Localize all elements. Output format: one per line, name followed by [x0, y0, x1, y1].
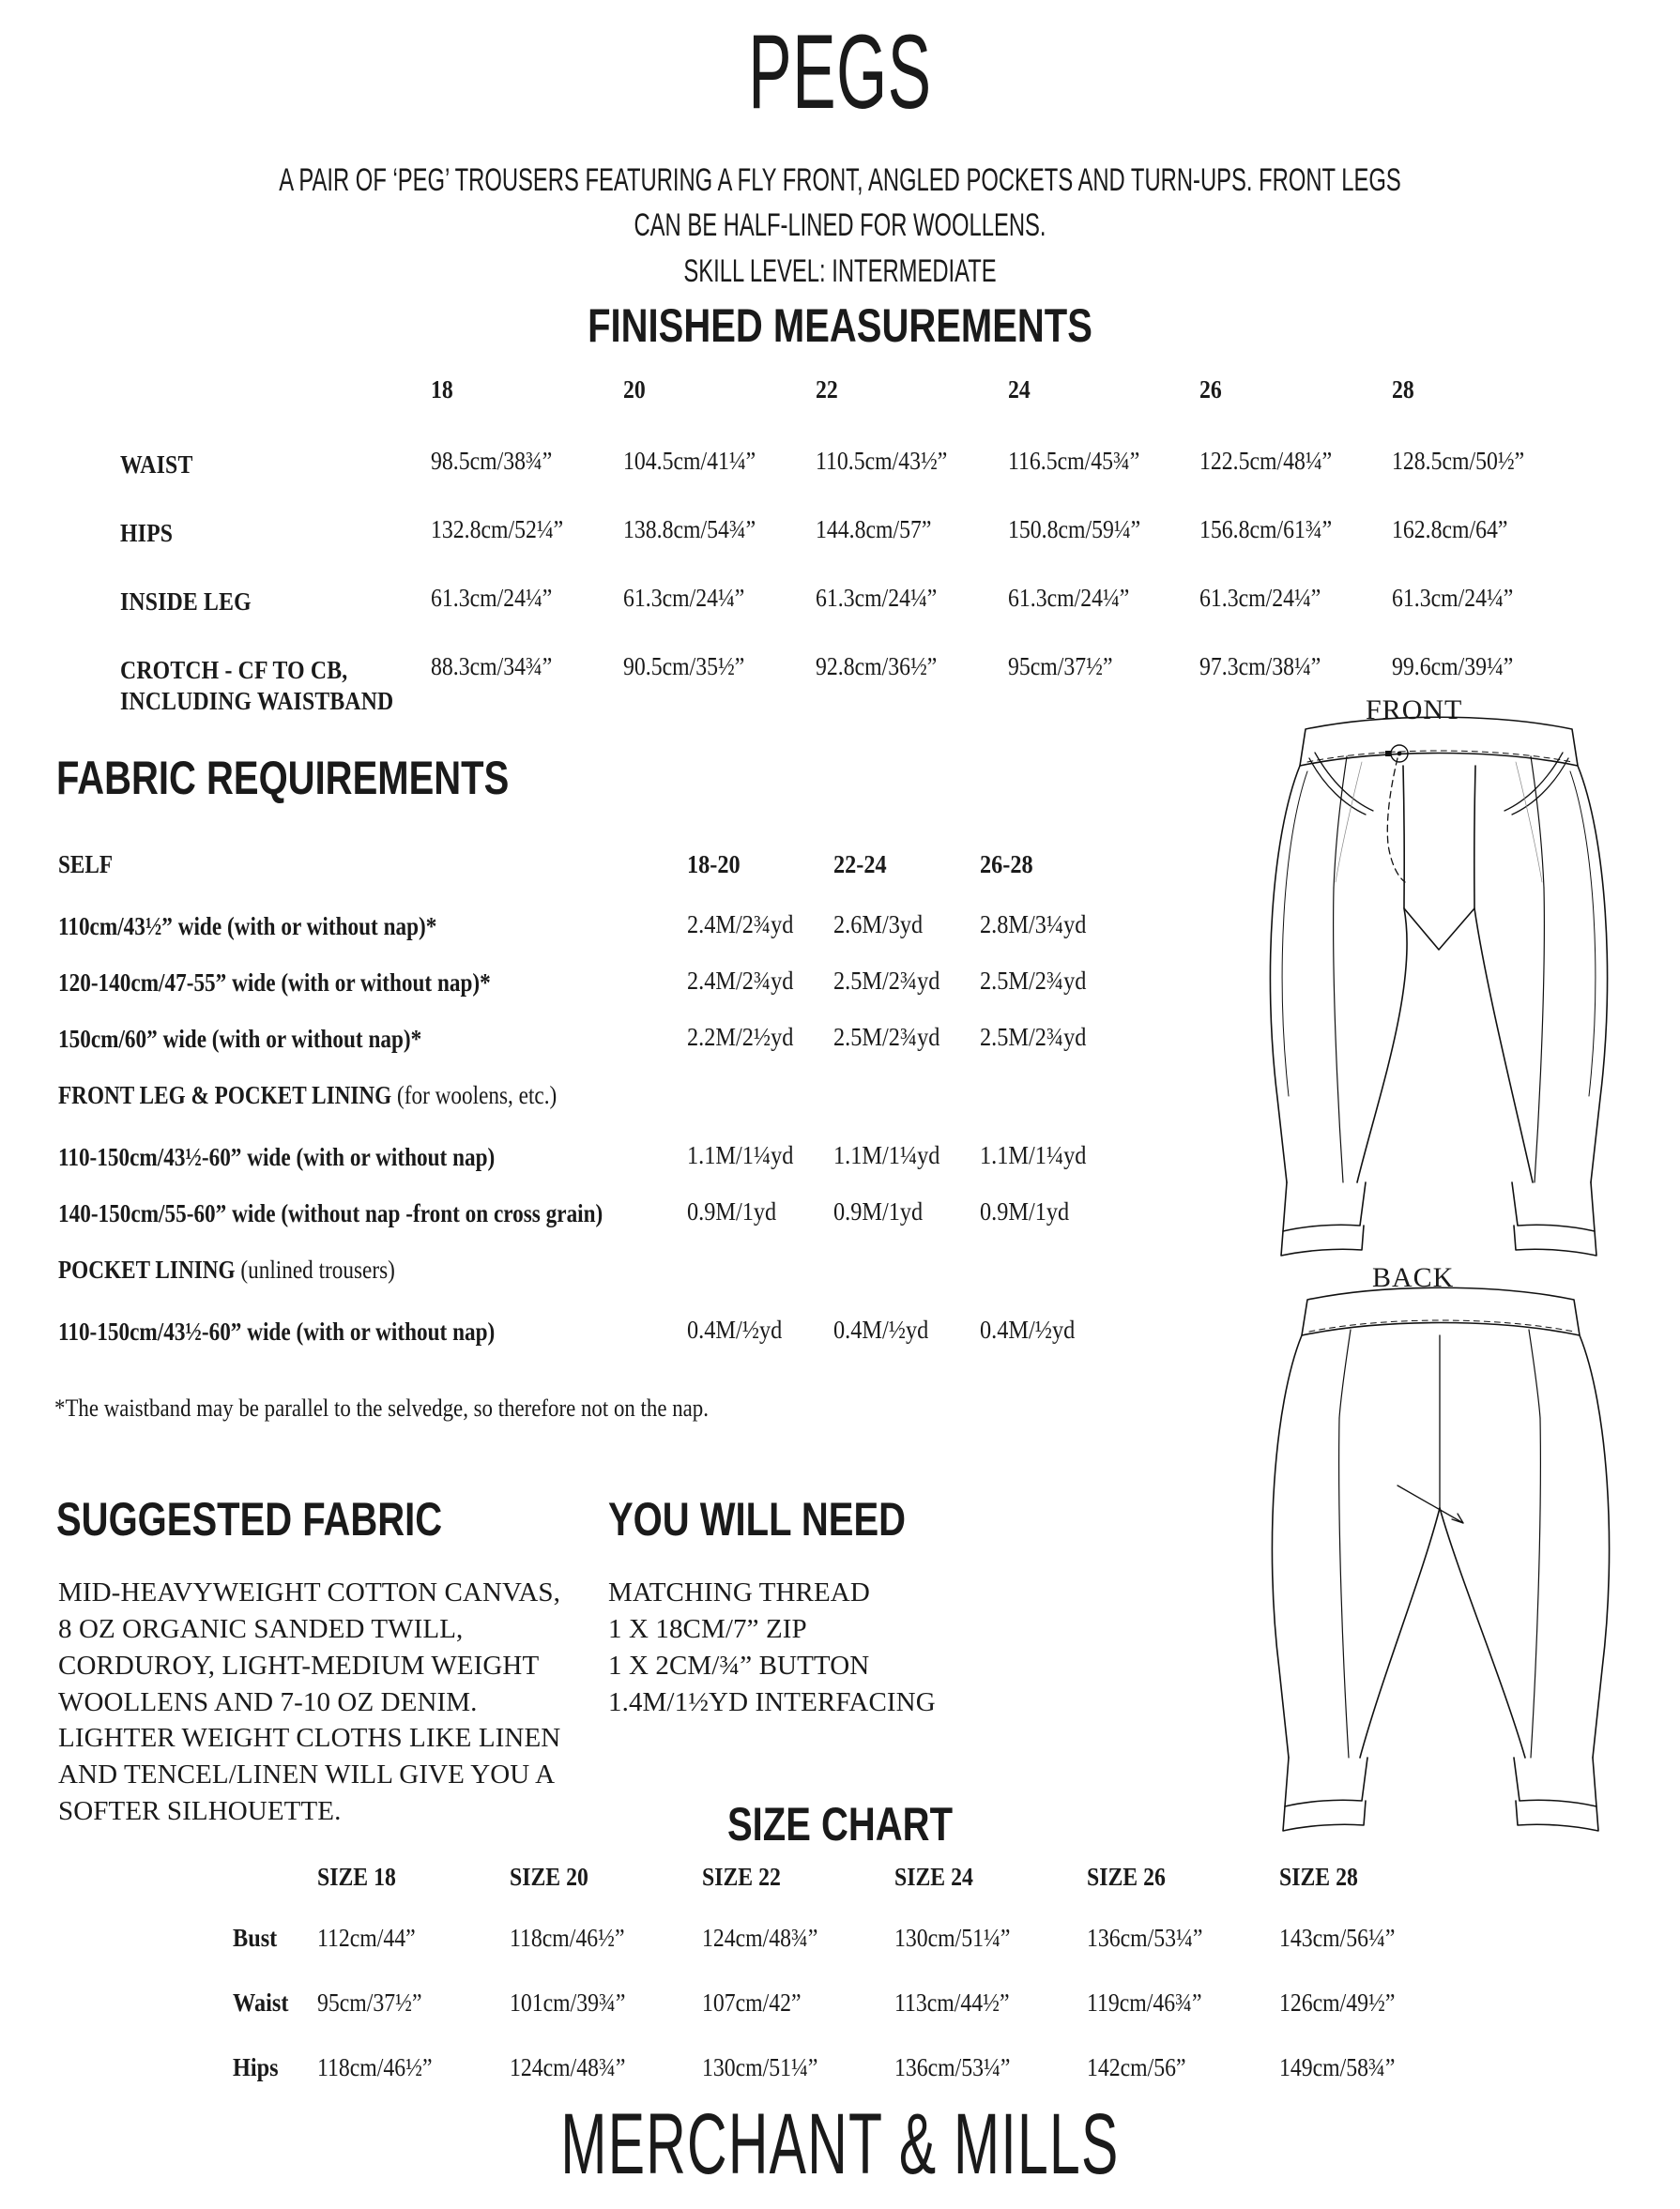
- you-will-need-body: [608, 1575, 936, 1720]
- table-header-row: [233, 1863, 1472, 1924]
- fabric-cell: 1.1M/1¼yd: [980, 1141, 1087, 1169]
- fm-cell: 99.6cm/39¼”: [1392, 651, 1514, 680]
- sc-row-label: Waist: [233, 1988, 289, 2017]
- fabric-group-header: [58, 1256, 1166, 1318]
- fabric-cell: 1.1M/1¼yd: [687, 1141, 794, 1169]
- front-view-label: FRONT: [1366, 694, 1463, 725]
- you-will-need-line: 1.4M/1½YD INTERFACING: [608, 1686, 936, 1717]
- fabric-group-title: SELF: [58, 850, 114, 878]
- table-header-row: [120, 375, 1584, 444]
- sc-cell: 101cm/39¾”: [510, 1988, 626, 2017]
- fabric-cell: 1.1M/1¼yd: [833, 1141, 940, 1169]
- sc-cell: 112cm/44”: [317, 1924, 416, 1952]
- fabric-cell: 0.9M/1yd: [687, 1197, 777, 1226]
- fm-cell: 61.3cm/24¼”: [1199, 583, 1321, 612]
- sc-cell: 126cm/49½”: [1279, 1988, 1396, 2017]
- table-row: [58, 1143, 1166, 1199]
- fm-cell: 110.5cm/43½”: [815, 447, 948, 475]
- fabric-requirements-heading: FABRIC REQUIREMENTS: [56, 752, 510, 804]
- fabric-footnote: *The waistband may be parallel to the selvedge, so therefore not on the nap.: [54, 1394, 709, 1422]
- sc-cell: 130cm/51¼”: [702, 2053, 818, 2081]
- suggested-fabric-line: LIGHTER WEIGHT CLOTHS LIKE LINEN: [58, 1723, 561, 1754]
- sc-cell: 118cm/46½”: [510, 1924, 625, 1952]
- suggested-fabric-line: SOFTER SILHOUETTE.: [58, 1796, 342, 1827]
- sc-cell: 124cm/48¾”: [702, 1924, 818, 1952]
- fabric-group-header: [58, 850, 1166, 912]
- sc-cell: 130cm/51¼”: [894, 1924, 1011, 1952]
- subtitle-line-1: A PAIR OF ‘PEG’ TROUSERS FEATURING A FLY FRONT, ANGLED POCKETS AND TURN-UPS. FRONT LEGS: [279, 162, 1401, 198]
- fabric-row-label: 110-150cm/43½-60” wide (with or without nap): [58, 1143, 496, 1171]
- fm-cell: 61.3cm/24¼”: [431, 583, 553, 612]
- sc-cell: 119cm/46¾”: [1087, 1988, 1202, 2017]
- fm-cell: 150.8cm/59¼”: [1007, 514, 1140, 543]
- trouser-back-illustration: [1204, 1262, 1673, 1844]
- you-will-need-line: MATCHING THREAD: [608, 1577, 870, 1607]
- page-title: PEGS: [748, 13, 932, 130]
- table-row: [120, 581, 1584, 649]
- sc-size-header: SIZE 18: [317, 1863, 396, 1891]
- sc-row-label: Bust: [233, 1924, 278, 1952]
- fabric-col-header: 22-24: [833, 850, 887, 878]
- subtitle-line-3: SKILL LEVEL: INTERMEDIATE: [683, 252, 997, 289]
- table-row: [58, 1025, 1166, 1081]
- fm-size-header: 24: [1007, 375, 1031, 404]
- fabric-group-title: POCKET LINING (unlined trousers): [58, 1256, 395, 1284]
- fabric-cell: 2.2M/2½yd: [687, 1023, 794, 1051]
- fm-cell: 61.3cm/24¼”: [622, 583, 745, 612]
- fm-size-header: 22: [815, 375, 838, 404]
- table-row: [233, 1988, 1472, 2053]
- sc-cell: 149cm/58¾”: [1279, 2053, 1396, 2081]
- page-subtitle: [252, 158, 1428, 294]
- fabric-cell: 0.9M/1yd: [833, 1197, 924, 1226]
- fabric-row-label: 120-140cm/47-55” wide (with or without nap)*: [58, 968, 491, 997]
- finished-measurements-table: [120, 375, 1584, 749]
- sc-size-header: SIZE 20: [510, 1863, 588, 1891]
- fm-cell: 92.8cm/36½”: [815, 651, 938, 680]
- sc-cell: 136cm/53¼”: [1087, 1924, 1203, 1952]
- sc-cell: 95cm/37½”: [317, 1988, 422, 2017]
- fabric-cell: 2.5M/2¾yd: [980, 1023, 1087, 1051]
- sc-size-header: SIZE 28: [1279, 1863, 1358, 1891]
- you-will-need-line: 1 X 2CM/¾” BUTTON: [608, 1650, 870, 1681]
- suggested-fabric-line: 8 OZ ORGANIC SANDED TWILL,: [58, 1613, 464, 1644]
- fm-cell: 144.8cm/57”: [815, 514, 932, 543]
- fm-size-header: 18: [431, 375, 453, 404]
- sc-row-label: Hips: [233, 2053, 279, 2081]
- table-row: [120, 512, 1584, 581]
- sc-corner-cell: [233, 1863, 317, 1924]
- fm-row-label: CROTCH - CF TO CB, INCLUDING WAISTBAND: [120, 655, 394, 715]
- fm-cell: 61.3cm/24¼”: [1007, 583, 1129, 612]
- finished-measurements-heading: FINISHED MEASUREMENTS: [588, 299, 1092, 352]
- fm-row-label: INSIDE LEG: [120, 587, 252, 616]
- fm-corner-cell: [120, 375, 431, 444]
- size-chart-table: [233, 1863, 1472, 2118]
- suggested-fabric-body: [58, 1575, 560, 1830]
- table-row: [58, 912, 1166, 968]
- fm-cell: 97.3cm/38¼”: [1199, 651, 1321, 680]
- subtitle-line-2: CAN BE HALF-LINED FOR WOOLLENS.: [634, 207, 1046, 244]
- table-row: [58, 1199, 1166, 1256]
- suggested-fabric-line: WOOLLENS AND 7-10 OZ DENIM.: [58, 1686, 478, 1717]
- fm-cell: 88.3cm/34¾”: [431, 651, 553, 680]
- you-will-need-heading: YOU WILL NEED: [608, 1493, 907, 1546]
- sc-cell: 143cm/56¼”: [1279, 1924, 1396, 1952]
- fabric-cell: 0.4M/½yd: [980, 1316, 1076, 1344]
- sc-cell: 142cm/56”: [1087, 2053, 1186, 2081]
- fabric-row-label: 110-150cm/43½-60” wide (with or without nap): [58, 1318, 496, 1346]
- fm-cell: 156.8cm/61¾”: [1199, 514, 1333, 543]
- sc-cell: 113cm/44½”: [894, 1988, 1010, 2017]
- fabric-col-header: 18-20: [687, 850, 741, 878]
- suggested-fabric-heading: SUGGESTED FABRIC: [56, 1493, 443, 1546]
- fabric-row-label: 110cm/43½” wide (with or without nap)*: [58, 912, 437, 940]
- sc-cell: 107cm/42”: [702, 1988, 802, 2017]
- fm-cell: 116.5cm/45¾”: [1007, 447, 1139, 475]
- back-view-label: BACK: [1372, 1262, 1455, 1293]
- sc-size-header: SIZE 24: [894, 1863, 973, 1891]
- suggested-fabric-line: CORDUROY, LIGHT-MEDIUM WEIGHT: [58, 1650, 540, 1681]
- sc-cell: 136cm/53¼”: [894, 2053, 1011, 2081]
- fabric-row-label: 140-150cm/55-60” wide (without nap -front on cross grain): [58, 1199, 603, 1227]
- fm-cell: 162.8cm/64”: [1392, 514, 1508, 543]
- fabric-cell: 0.4M/½yd: [833, 1316, 929, 1344]
- fabric-cell: 2.8M/3¼yd: [980, 910, 1087, 938]
- brand-logo: MERCHANT & MILLS: [560, 2096, 1120, 2192]
- fm-cell: 128.5cm/50½”: [1392, 447, 1525, 475]
- fm-cell: 122.5cm/48¼”: [1199, 447, 1333, 475]
- size-chart-heading: SIZE CHART: [727, 1798, 953, 1851]
- fm-cell: 98.5cm/38¾”: [431, 447, 553, 475]
- fabric-row-label: 150cm/60” wide (with or without nap)*: [58, 1025, 422, 1053]
- fabric-cell: 2.4M/2¾yd: [687, 967, 794, 995]
- fm-size-header: 20: [622, 375, 646, 404]
- fm-cell: 61.3cm/24¼”: [1392, 583, 1514, 612]
- fabric-cell: 0.4M/½yd: [687, 1316, 783, 1344]
- fabric-group-title: FRONT LEG & POCKET LINING (for woolens, etc.): [58, 1081, 557, 1109]
- fm-cell: 95cm/37½”: [1007, 651, 1113, 680]
- sc-cell: 124cm/48¾”: [510, 2053, 626, 2081]
- fm-row-label: HIPS: [120, 518, 174, 547]
- fm-cell: 61.3cm/24¼”: [815, 583, 938, 612]
- table-row: [58, 968, 1166, 1025]
- sc-size-header: SIZE 22: [702, 1863, 781, 1891]
- fabric-group-header: [58, 1081, 1166, 1143]
- sc-cell: 118cm/46½”: [317, 2053, 433, 2081]
- fabric-requirements-table: [58, 850, 1166, 1374]
- fm-size-header: 26: [1199, 375, 1223, 404]
- fabric-cell: 2.5M/2¾yd: [833, 967, 940, 995]
- fabric-cell: 2.5M/2¾yd: [833, 1023, 940, 1051]
- fabric-cell: 0.9M/1yd: [980, 1197, 1070, 1226]
- suggested-fabric-line: AND TENCEL/LINEN WILL GIVE YOU A: [58, 1760, 556, 1790]
- fm-cell: 132.8cm/52¼”: [431, 514, 564, 543]
- you-will-need-line: 1 X 18CM/7” ZIP: [608, 1613, 807, 1644]
- table-row: [58, 1318, 1166, 1374]
- table-row: [120, 444, 1584, 512]
- sc-size-header: SIZE 26: [1087, 1863, 1166, 1891]
- fm-cell: 138.8cm/54¾”: [622, 514, 756, 543]
- suggested-fabric-line: MID-HEAVYWEIGHT COTTON CANVAS,: [58, 1577, 560, 1607]
- fm-row-label: WAIST: [120, 450, 193, 479]
- fabric-col-header: 26-28: [980, 850, 1033, 878]
- fm-cell: 90.5cm/35½”: [622, 651, 745, 680]
- fabric-cell: 2.6M/3yd: [833, 910, 924, 938]
- fabric-cell: 2.4M/2¾yd: [687, 910, 794, 938]
- trouser-front-illustration: [1204, 694, 1673, 1267]
- fm-cell: 104.5cm/41¼”: [622, 447, 756, 475]
- table-row: [233, 1924, 1472, 1988]
- fm-size-header: 28: [1392, 375, 1414, 404]
- fabric-cell: 2.5M/2¾yd: [980, 967, 1087, 995]
